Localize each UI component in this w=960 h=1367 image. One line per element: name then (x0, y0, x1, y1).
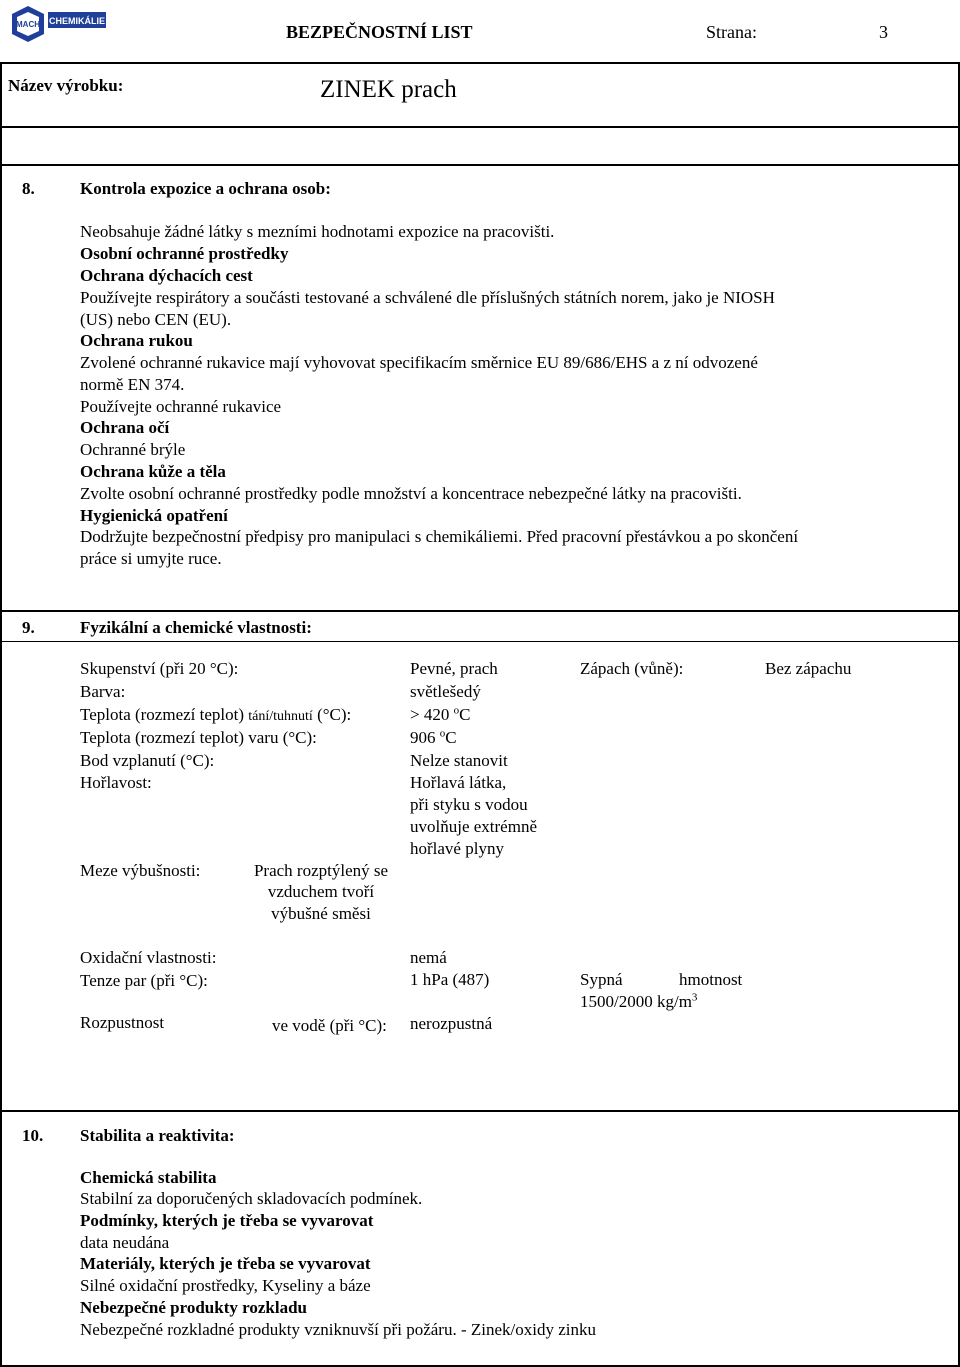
text-line: (US) nebo CEN (EU). (80, 310, 232, 329)
text-line: data neudána (80, 1233, 170, 1252)
subheading: Hygienická opatření (80, 506, 228, 525)
odor-value: Bez zápachu (765, 659, 852, 678)
vapor-value: 1 hPa (487) (410, 970, 490, 989)
text-line: práce si umyjte ruce. (80, 549, 222, 568)
divider (0, 610, 960, 612)
subheading: Podmínky, kterých je třeba se vyvarovat (80, 1211, 374, 1230)
text-line: Zvolte osobní ochranné prostředky podle množství a koncentrace nebezpečné látky na pracovišti. (80, 484, 742, 503)
section-number: 9. (22, 618, 35, 637)
subheading: Ochrana dýchacích cest (80, 266, 253, 285)
boiling-label: Teplota (rozmezí teplot) varu (°C): (80, 728, 317, 747)
density-label-a: Sypná (580, 970, 623, 989)
flammability-value-line: při styku s vodou (410, 795, 528, 814)
text-line: normě EN 374. (80, 375, 185, 394)
explosive-value-line: Prach rozptýlený se (253, 861, 389, 880)
state-label: Skupenství (při 20 °C): (80, 659, 239, 678)
color-label: Barva: (80, 682, 126, 701)
text-line: Používejte ochranné rukavice (80, 397, 282, 416)
subheading: Chemická stabilita (80, 1168, 217, 1187)
text-line: Ochranné brýle (80, 440, 186, 459)
flammability-value-line: hořlavé plyny (410, 839, 504, 858)
flammability-label: Hořlavost: (80, 773, 152, 792)
section-title: Kontrola expozice a ochrana osob: (80, 179, 331, 198)
text-line: Stabilní za doporučených skladovacích podmínek. (80, 1189, 423, 1208)
product-label: Název výrobku: (8, 76, 124, 95)
text-line: Používejte respirátory a součásti testované a schválené dle příslušných státních norem, jako je NIOSH (80, 288, 775, 307)
melting-value: > 420 $^o$C (410, 704, 471, 724)
divider (0, 126, 960, 128)
divider (0, 1110, 960, 1112)
oxidizing-label: Oxidační vlastnosti: (80, 948, 217, 967)
section-number: 8. (22, 179, 35, 198)
product-name: ZINEK prach (320, 76, 457, 103)
oxidizing-value: nemá (410, 948, 447, 967)
page-label: Strana: (706, 22, 757, 42)
text-line: Dodržujte bezpečnostní předpisy pro manipulaci s chemikáliemi. Před pracovní přestávkou a po skončení (80, 527, 799, 546)
subheading: Materiály, kterých je třeba se vyvarovat (80, 1254, 371, 1273)
section-title: Stabilita a reaktivita: (80, 1126, 235, 1145)
odor-label: Zápach (vůně): (580, 659, 684, 678)
subheading: Ochrana kůže a těla (80, 462, 226, 481)
flash-value: Nelze stanovit (410, 751, 508, 770)
text-line: Zvolené ochranné rukavice mají vyhovovat specifikacím směrnice EU 89/686/EHS a z ní odvozené (80, 353, 758, 372)
subheading: Nebezpečné produkty rozkladu (80, 1298, 308, 1317)
color-value: světlešedý (410, 682, 481, 701)
section-title: Fyzikální a chemické vlastnosti: (80, 618, 312, 637)
explosive-value-line: výbušné směsi (271, 904, 371, 923)
density-label-b: hmotnost (679, 970, 743, 989)
flash-label: Bod vzplanutí (°C): (80, 751, 215, 770)
divider (0, 164, 960, 166)
subheading: Ochrana očí (80, 418, 170, 437)
flammability-value-line: uvolňuje extrémně (410, 817, 537, 836)
state-value: Pevné, prach (410, 659, 498, 678)
vapor-label: Tenze par (při °C): (80, 971, 208, 990)
solubility-label: Rozpustnost (80, 1013, 165, 1032)
text-line: Neobsahuje žádné látky s mezními hodnotami expozice na pracovišti. (80, 222, 555, 241)
section-number: 10. (22, 1126, 44, 1145)
density-value: 1500/2000 $kg/m^3$ (580, 991, 698, 1011)
flammability-value-line: Hořlavá látka, (410, 773, 507, 792)
solubility-value: nerozpustná (410, 1014, 493, 1033)
boiling-value: 906 $^o$C (410, 727, 457, 747)
document-title: BEZPEČNOSTNÍ LIST (286, 22, 473, 42)
explosive-value-line: vzduchem tvoří (267, 882, 375, 901)
solubility-sub-label: ve vodě (při °C): (272, 1016, 387, 1035)
melting-label: Teplota (rozmezí teplot) tání/tuhnutí (°C): (80, 705, 352, 724)
subheading: Osobní ochranné prostředky (80, 244, 289, 263)
page-number: 3 (879, 22, 888, 42)
divider (0, 641, 960, 642)
text-line: Nebezpečné rozkladné produkty vzniknuvší při požáru. - Zinek/oxidy zinku (80, 1320, 596, 1339)
subheading: Ochrana rukou (80, 331, 193, 350)
logo-text-left: MACH (16, 20, 40, 29)
logo-text-right: CHEMIKÁLIE (49, 16, 105, 26)
company-logo (8, 4, 108, 48)
text-line: Silné oxidační prostředky, Kyseliny a báze (80, 1276, 371, 1295)
explosive-label: Meze výbušnosti: (80, 861, 201, 880)
